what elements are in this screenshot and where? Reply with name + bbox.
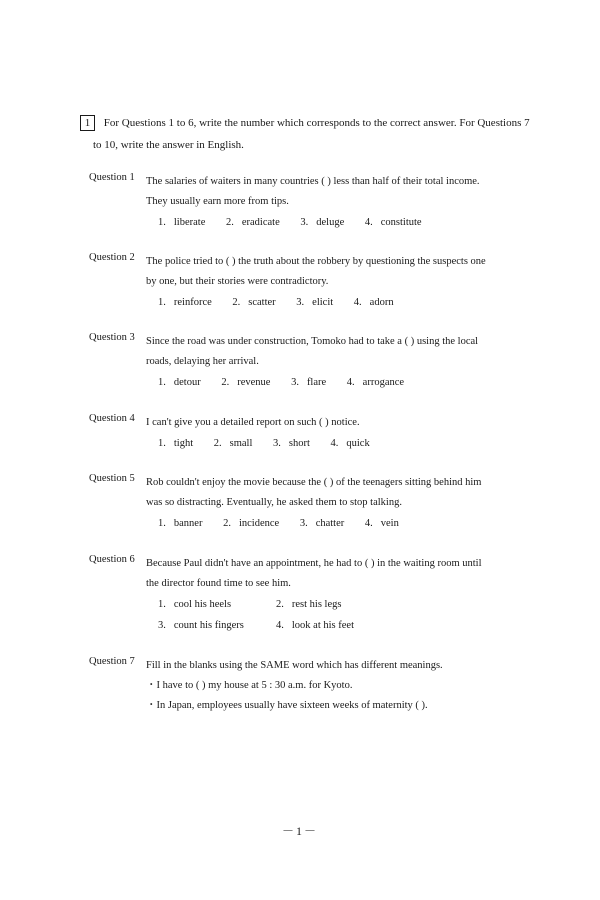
question-stem-line-1: Because Paul didn't have an appointment, he had to ( ) in the waiting room until bbox=[146, 558, 482, 569]
choice-list bbox=[146, 213, 526, 233]
choice-1[interactable]: 1. cool his heels bbox=[158, 599, 232, 610]
choice-3[interactable]: 3. short bbox=[273, 438, 310, 449]
question-stem-line-2: was so distracting. Eventually, he asked them to stop talking. bbox=[146, 497, 402, 508]
question-label: Question 5 bbox=[89, 473, 135, 484]
question-stem-line-1: Rob couldn't enjoy the movie because the ( ) of the teenagers sitting behind him bbox=[146, 477, 482, 488]
choice-list bbox=[146, 595, 526, 615]
question-label: Question 6 bbox=[89, 554, 135, 565]
section-number-box: 1 bbox=[80, 115, 95, 131]
intro-line-1: For Questions 1 to 6, write the number which corresponds to the correct answer. For Questions 7 bbox=[103, 117, 530, 129]
choice-4[interactable]: 4. vein bbox=[364, 518, 399, 529]
choice-2[interactable]: 2. incidence bbox=[223, 518, 280, 529]
choice-1[interactable]: 1. banner bbox=[158, 518, 203, 529]
choice-list bbox=[146, 514, 526, 534]
question-label: Question 1 bbox=[89, 172, 135, 183]
intro-line-2: to 10, write the answer in English. bbox=[93, 139, 244, 151]
choice-4[interactable]: 4. adorn bbox=[353, 297, 394, 308]
choice-4[interactable]: 4. quick bbox=[330, 438, 370, 449]
question-stem-line-2: They usually earn more from tips. bbox=[146, 196, 289, 207]
choice-2[interactable]: 2. rest his legs bbox=[276, 599, 342, 610]
page-number: －1－ bbox=[281, 824, 318, 838]
choice-3[interactable]: 3. elicit bbox=[296, 297, 334, 308]
question-instruction: Fill in the blanks using the SAME word which has different meanings. bbox=[146, 660, 443, 671]
question-label: Question 3 bbox=[89, 332, 135, 343]
question-label: Question 4 bbox=[89, 413, 135, 424]
choice-3[interactable]: 3. deluge bbox=[300, 217, 345, 228]
question-label: Question 7 bbox=[89, 656, 135, 667]
choice-1[interactable]: 1. liberate bbox=[158, 217, 206, 228]
question-stem-line-1: The police tried to ( ) the truth about the robbery by questioning the suspects one bbox=[146, 256, 486, 267]
choice-1[interactable]: 1. tight bbox=[158, 438, 194, 449]
choice-list-row-2 bbox=[146, 616, 526, 636]
choice-1[interactable]: 1. detour bbox=[158, 377, 201, 388]
choice-2[interactable]: 2. scatter bbox=[232, 297, 276, 308]
question-stem-line-2: roads, delaying her arrival. bbox=[146, 356, 259, 367]
question-stem-line-1: The salaries of waiters in many countries ( ) less than half of their total income. bbox=[146, 176, 480, 187]
choice-2[interactable]: 2. revenue bbox=[221, 377, 271, 388]
choice-2[interactable]: 2. small bbox=[213, 438, 253, 449]
choice-4[interactable]: 4. arrogance bbox=[346, 377, 405, 388]
choice-4[interactable]: 4. look at his feet bbox=[276, 620, 354, 631]
choice-2[interactable]: 2. eradicate bbox=[225, 217, 280, 228]
fill-in-sentence-2: ・In Japan, employees usually have sixteen weeks of maternity ( ). bbox=[146, 700, 428, 711]
question-stem-line-1: I can't give you a detailed report on such ( ) notice. bbox=[146, 417, 360, 428]
section-intro bbox=[80, 112, 530, 156]
choice-4[interactable]: 4. constitute bbox=[364, 217, 422, 228]
choice-list bbox=[146, 293, 526, 313]
choice-3[interactable]: 3. chatter bbox=[299, 518, 345, 529]
choice-list bbox=[146, 373, 526, 393]
question-stem-line-2: the director found time to see him. bbox=[146, 578, 291, 589]
question-stem-line-2: by one, but their stories were contradictory. bbox=[146, 276, 329, 287]
question-label: Question 2 bbox=[89, 252, 135, 263]
question-stem-line-1: Since the road was under construction, Tomoko had to take a ( ) using the local bbox=[146, 336, 479, 347]
fill-in-sentence-1: ・I have to ( ) my house at 5 : 30 a.m. for Kyoto. bbox=[146, 680, 353, 691]
choice-1[interactable]: 1. reinforce bbox=[158, 297, 212, 308]
choice-3[interactable]: 3. flare bbox=[291, 377, 327, 388]
choice-3[interactable]: 3. count his fingers bbox=[158, 620, 244, 631]
choice-list bbox=[146, 434, 526, 454]
